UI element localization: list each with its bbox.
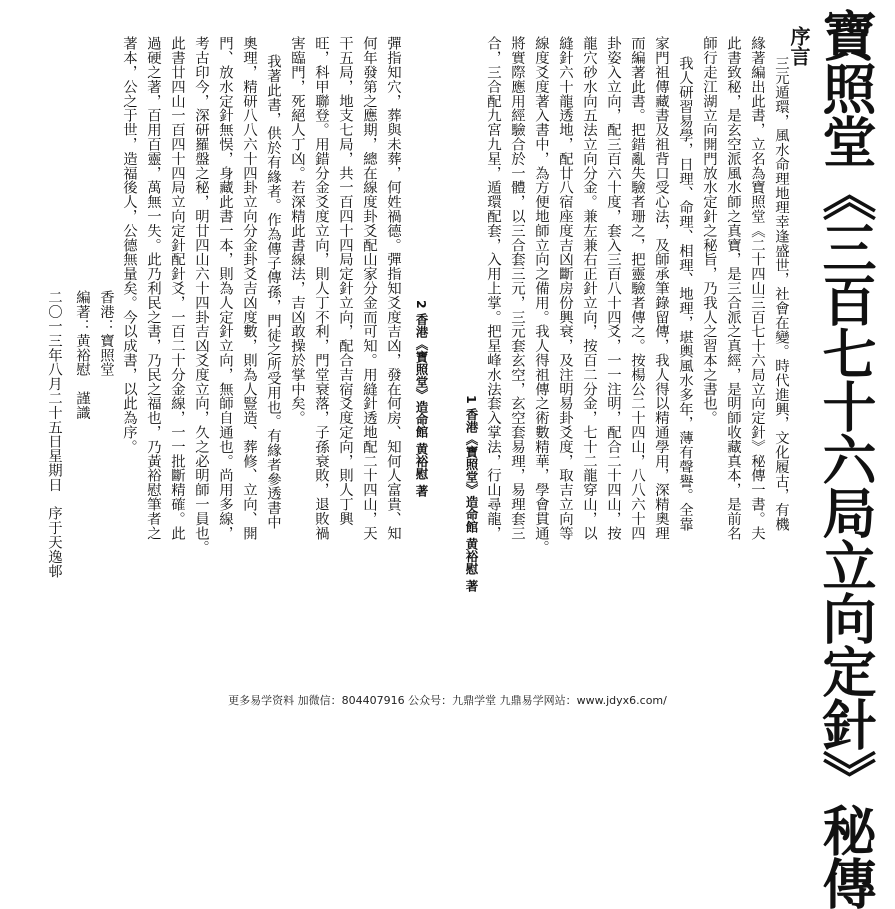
text-column: 家門祖傳藏書及祖背口受心法，及師承筆錄留傳，我人得以精通學用，深精奧理 xyxy=(653,36,669,540)
page-header-left: 2 香港《寶照堂》造命館 黄裕慰 著 xyxy=(414,300,429,497)
text-column: 門、放水定針無悮，身藏此書一本，則為人定針立向，無師自通也。尚用多線， xyxy=(217,36,233,540)
signature-author: 編著：黄裕慰 謹識 xyxy=(74,290,90,420)
text-column: 過硬之著，百用百靈，萬無一失。此乃利民之書，乃民之福也，乃黃裕慰筆者之 xyxy=(145,36,161,540)
text-column: 合，三合配九宮九星，遁環配套，入用上掌。把星峰水法套入掌法，行山尋龍， xyxy=(485,36,501,540)
text-column: 我著此書，供於有緣者。作為傳子傳孫，門徒之所受用也。有緣者參透書中 xyxy=(265,54,281,530)
text-column: 害臨門，死絕人丁凶。若深精此書線法，吉凶敢操於掌中矣。 xyxy=(289,36,305,425)
text-column: 干五局，地支七局，共一百四十四局定針立向，配合吉宿爻度定向，則人丁興 xyxy=(337,36,353,526)
book-title: 寶照堂《三百七十六局立向定針》秘傳 xyxy=(814,8,877,909)
text-column: 緣著編出此書，立名為寶照堂《二十四山三百七十六局立向定針》秘傳一書。夫 xyxy=(749,36,765,540)
text-column: 奧理，精研八八六十四卦立向分金卦爻吉凶度數，則為人豎造、葬修、立向、開 xyxy=(241,36,257,540)
text-column: 線度爻度著入書中，為方便地師立向之備用。我人得祖傳之術數精華，學會貫通。 xyxy=(533,36,549,555)
text-column: 此書廿四山一百四十四局立向定針配針爻，一百二十分金線，一一批斷精確。此 xyxy=(169,36,185,540)
text-column: 著本，公之于世，造福後人，公德無量矣。今以成書，以此為序。 xyxy=(121,36,137,454)
footer-note: 更多易学资料 加微信：804407916 公众号：九鼎学堂 九鼎易学网站：www.jdyx6.com/ xyxy=(228,694,667,707)
text-column: 而編著此書。把錯亂失驗者珊之，把靈驗者傳之。按楊公二十四山，八八六十四 xyxy=(629,36,645,540)
text-column: 卦姿入立向，配三百六十度，套入三百八十四爻，一一注明，配合二十四山，按 xyxy=(605,36,621,540)
page-header-right: 1 香港《寶照堂》造命館 黄裕慰 著 xyxy=(464,395,479,592)
text-column: 此書致秘，是玄空派風水師之真寶，是三合派之真經，是明師收藏真本，是前名 xyxy=(725,36,741,540)
preface-heading: 序言 xyxy=(787,26,811,66)
text-column: 何年發第之應期，總在線度卦爻配山家分金而可知。用縫針透地配二十四山，天 xyxy=(361,36,377,540)
signature-org: 香港：寶照堂 xyxy=(98,290,114,377)
text-column: 彈指知穴，葬與未葬，何姓禍德。彈指知爻度吉凶，發在何房、知何人富貴、知 xyxy=(385,36,401,540)
text-column: 龍穴砂水向五法立向分金。兼左兼右正針立向，按百二分金，七十二龍穿山，以 xyxy=(581,36,597,540)
text-column: 我人研習易學，日理、命理、相理、地理，堪輿風水多年，薄有聲譽。全靠 xyxy=(677,56,693,532)
text-column: 師行走江湖立向開門放水定針之秘旨，乃我人之習本之書也。 xyxy=(701,36,717,425)
signature-date: 二〇一三年八月二十五日星期日 序于天逸邨 xyxy=(46,290,62,578)
text-column: 縫針六十龍透地，配廿八宿座度吉凶斷房份興衰，及注明易卦爻度，取吉立向等 xyxy=(557,36,573,540)
text-column: 三元遁環，風水命理地理幸逢盛世，社會在變。時代進興，文化履古，有機 xyxy=(773,56,789,532)
text-column: 考古印今，深研羅盤之秘，明廿四山六十四卦吉凶爻度立向，久之必明師一員也。 xyxy=(193,36,209,555)
text-column: 將實際應用經驗合於一體，以三合套三元，三元套玄空，玄空套易理，易理套三 xyxy=(509,36,525,540)
text-column: 旺，科甲聯登。用錯分金爻度立向，則人丁不利，門堂衰落，子孫衰敗，退敗禍 xyxy=(313,36,329,540)
